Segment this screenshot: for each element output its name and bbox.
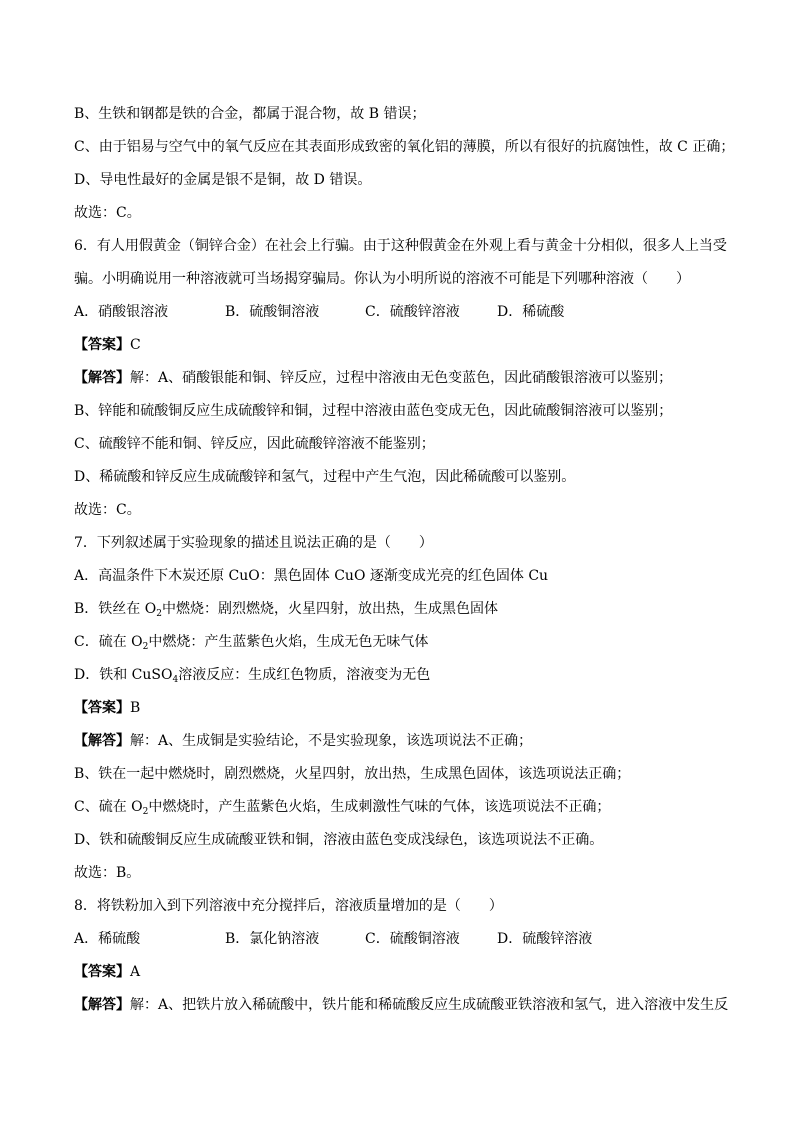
q8-answer-value: A	[130, 964, 141, 980]
q7-explain-a-text: 解：A、生成铜是实验结论，不是实验现象，该选项说法不正确；	[130, 733, 533, 749]
q7-answer	[74, 698, 734, 718]
q7-explain-d: D、铁和硫酸铜反应生成硫酸亚铁和铜，溶液由蓝色变成浅绿色，该选项说法不正确。	[74, 832, 604, 848]
q7-explain-b: B、铁在一起中燃烧时，剧烈燃烧，火星四射，放出热，生成黑色固体，该选项说法正确；	[74, 766, 631, 782]
q8-stem: 8．将铁粉加入到下列溶液中充分搅拌后，溶液质量增加的是（ ）	[74, 898, 503, 914]
q7-explain-label: 【解答】	[74, 733, 130, 749]
q7-option-b-post: 中燃烧：剧烈燃烧，火星四射，放出热，生成黑色固体	[161, 601, 498, 617]
q5-conclusion: 故选：C。	[74, 205, 141, 221]
q8-option-a: A．稀硫酸	[74, 931, 141, 947]
q8-answer	[74, 962, 734, 982]
q6-explain-a	[74, 368, 734, 388]
q8-explain-label: 【解答】	[74, 997, 130, 1013]
q7-option-d-pre: D．铁和 CuSO	[74, 667, 173, 683]
q7-option-d-sub: 4	[172, 675, 179, 685]
q7-option-b-pre: B．铁丝在 O	[74, 601, 157, 617]
q6-answer-label: 【答案】	[74, 337, 130, 353]
q7-explain-c-sub: 2	[142, 807, 149, 817]
q6-explain-label: 【解答】	[74, 370, 130, 386]
q6-explain-d: D、稀硫酸和锌反应生成硫酸锌和氢气，过程中产生气泡，因此稀硫酸可以鉴别。	[74, 469, 576, 485]
q8-option-b: B．氯化钠溶液	[225, 931, 320, 947]
q7-option-a: A．高温条件下木炭还原 CuO：黑色固体 CuO 逐渐变成光亮的红色固体 Cu	[74, 568, 549, 584]
q7-option-d-post: 溶液反应：生成红色物质，溶液变为无色	[178, 667, 431, 683]
q6-option-c: C．硫酸锌溶液	[365, 304, 460, 320]
q7-stem: 7．下列叙述属于实验现象的描述且说法正确的是（ ）	[74, 535, 433, 551]
q7-explain-c-post: 中燃烧时，产生蓝紫色火焰，生成刺激性气味的气体，该选项说法不正确；	[148, 799, 611, 815]
q6-explain-c: C、硫酸锌不能和铜、锌反应，因此硫酸锌溶液不能鉴别；	[74, 436, 435, 452]
q6-conclusion: 故选：C。	[74, 502, 141, 518]
q5-explain-b: B、生铁和钢都是铁的合金，都属于混合物，故 B 错误；	[74, 106, 426, 122]
q7-option-c	[74, 632, 734, 652]
q6-option-a: A．硝酸银溶液	[74, 304, 169, 320]
q7-answer-value: B	[130, 700, 141, 716]
q8-option-d: D．硫酸锌溶液	[497, 931, 593, 947]
q7-option-c-pre: C．硫在 O	[74, 634, 143, 650]
q5-explain-c: C、由于铝易与空气中的氧气反应在其表面形成致密的氧化铝的薄膜，所以有很好的抗腐蚀性，故 C 正确；	[74, 139, 735, 155]
q7-option-b	[74, 599, 734, 619]
q6-stem-line2: 骗。小明确说用一种溶液就可当场揭穿骗局。你认为小明所说的溶液不可能是下列哪种溶液（ ）	[74, 271, 690, 287]
q8-explain-a-text: 解：A、把铁片放入稀硫酸中，铁片能和稀硫酸反应生成硫酸亚铁溶液和氢气，进入溶液中发生反	[130, 997, 729, 1013]
q7-option-c-sub: 2	[142, 642, 149, 652]
q6-stem-line1: 6．有人用假黄金（铜锌合金）在社会上行骗。由于这种假黄金在外观上看与黄金十分相似，很多人上当受	[74, 238, 727, 254]
q6-explain-b: B、锌能和硫酸铜反应生成硫酸锌和铜，过程中溶液由蓝色变成无色，因此硫酸铜溶液可以鉴别；	[74, 403, 673, 419]
q7-explain-a	[74, 731, 734, 751]
q7-answer-label: 【答案】	[74, 700, 130, 716]
q8-explain-a	[74, 995, 734, 1015]
q7-option-b-sub: 2	[156, 609, 162, 619]
q7-explain-c-pre: C、硫在 O	[74, 799, 143, 815]
q6-explain-a-text: 解：A、硝酸银能和铜、锌反应，过程中溶液由无色变蓝色，因此硝酸银溶液可以鉴别；	[130, 370, 673, 386]
q7-conclusion: 故选：B。	[74, 865, 141, 881]
q6-option-b: B．硫酸铜溶液	[225, 304, 320, 320]
q7-option-c-post: 中燃烧：产生蓝紫色火焰，生成无色无味气体	[148, 634, 429, 650]
q8-answer-label: 【答案】	[74, 964, 130, 980]
q7-explain-c	[74, 797, 734, 817]
q7-option-d	[74, 665, 734, 685]
q8-option-c: C．硫酸铜溶液	[365, 931, 460, 947]
q6-answer-value: C	[130, 337, 141, 353]
q6-answer	[74, 335, 734, 355]
q5-explain-d: D、导电性最好的金属是银不是铜，故 D 错误。	[74, 172, 372, 188]
q6-option-d: D．稀硫酸	[497, 304, 565, 320]
